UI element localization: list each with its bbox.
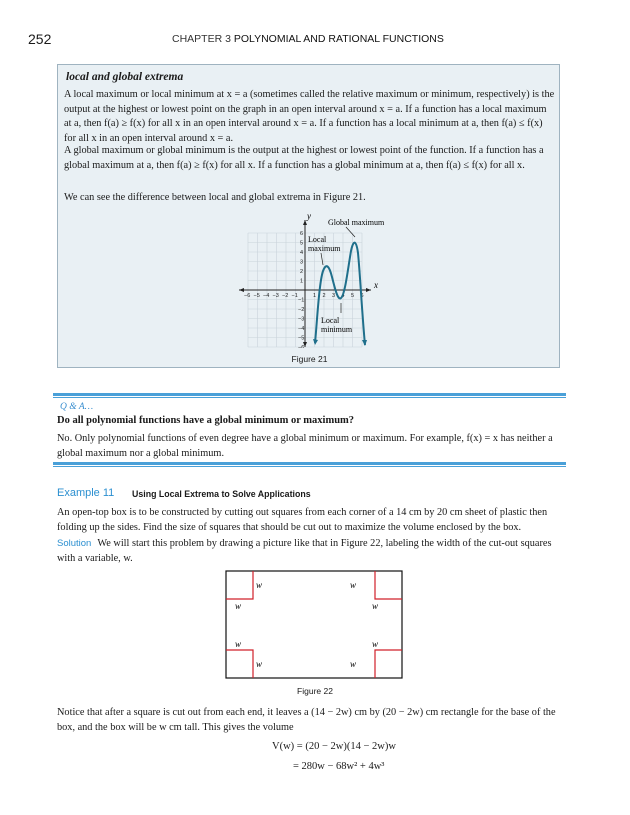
local-max-label-line1: Local — [308, 235, 327, 244]
x-axis-arrow-left — [239, 288, 244, 292]
w-label-br-side: w — [350, 659, 357, 669]
w-label-bl-side: w — [256, 659, 263, 669]
x-tick-label: −6 — [244, 293, 251, 299]
qa-answer: No. Only polynomial functions of even degree have a global minimum or maximum. For example, f(x) = x has neither a global maximum nor a global minimum. — [57, 433, 553, 459]
y-tick-label: −3 — [298, 316, 305, 323]
w-label-bl-top: w — [235, 639, 242, 649]
solution-paragraph — [57, 536, 567, 566]
figure-21-caption: Figure 21 — [291, 354, 328, 364]
definition-box — [57, 64, 560, 368]
x-tick-label: −5 — [253, 293, 260, 299]
definition-paragraph-1: A local maximum or local minimum at x = a (sometimes called the relative maximum or minimum, respectively) is the output at the highest or lowest point on the graph in an open interval around x = a. If a function has a local maximum at a, then f(a) ≥ f(x) for all x in an open interval around x = a. If a function has a local minimum at a, then f(a) ≤ f(x) for all x in an open interval around x = a. — [64, 89, 555, 144]
x-tick-label: 1 — [313, 293, 317, 299]
example-title: Example 11 — [57, 487, 115, 499]
y-tick-label: −5 — [298, 335, 305, 342]
figure-22-caption: Figure 22 — [297, 686, 333, 696]
page-header — [0, 0, 630, 50]
x-tick-label: 5 — [351, 293, 355, 299]
figure-21-graph — [231, 213, 391, 348]
local-min-label-line2: minimum — [321, 325, 353, 334]
y-axis-label: y — [307, 213, 311, 221]
example-text: An open-top box is to be constructed by cutting out squares from each corner of a 14 cm by 20 cm sheet of plastic then folding up the sides. Find the size of squares that should be cut out to maximize the volume enclosed by the box. — [57, 507, 548, 533]
qa-top-rule — [53, 393, 566, 396]
chapter-heading — [172, 33, 444, 45]
after-figure-text: Notice that after a square is cut out from each end, it leaves a (14 − 2w) cm by (20 − 2w) cm rectangle for the base of the box, and the box will be w cm tall. This gives the volume — [57, 707, 556, 733]
w-label-tr-bottom: w — [372, 601, 379, 611]
x-tick-label: −3 — [272, 293, 279, 299]
cut-bottom-right — [375, 650, 402, 678]
x-tick-label: −2 — [282, 293, 289, 299]
qa-label: Q & A… — [60, 402, 94, 412]
qa-bottom-rule — [53, 462, 566, 465]
curve-arrow-left — [313, 339, 318, 345]
y-tick-label: 5 — [300, 240, 304, 247]
y-tick-label: 4 — [300, 250, 304, 256]
global-max-pointer — [346, 227, 355, 237]
example-subtitle: Using Local Extrema to Solve Applications — [132, 489, 311, 499]
w-label-tl-side: w — [256, 580, 263, 590]
y-tick-label: 1 — [300, 278, 304, 285]
definition-paragraph-3: We can see the difference between local and global extrema in Figure 21. — [64, 192, 366, 203]
w-label-br-top: w — [372, 639, 379, 649]
volume-equation-line-1: V(w) = (20 − 2w)(14 − 2w)w — [272, 741, 396, 752]
y-tick-label: −6 — [298, 345, 305, 348]
x-axis-arrow-right — [366, 288, 371, 292]
global-max-label: Global maximum — [328, 218, 385, 227]
curve-arrow-right — [362, 340, 367, 346]
cut-bottom-left — [226, 650, 253, 678]
x-tick-label: −4 — [263, 293, 270, 299]
qa-bottom-rule-thin — [53, 466, 566, 467]
y-tick-label: −4 — [298, 326, 305, 332]
qa-question: Do all polynomial functions have a global minimum or maximum? — [57, 415, 355, 426]
x-tick-label: 3 — [332, 293, 336, 299]
y-tick-label: −2 — [298, 307, 305, 313]
definition-paragraph-2: A global maximum or global minimum is the output at the highest or lowest point of the function. If a function has a global maximum at a, then f(a) ≥ f(x) for all x. If a function has a global minimum at a, then f(a) ≤ f(x) for all x. — [64, 145, 544, 171]
local-min-label-line1: Local — [321, 316, 340, 325]
x-tick-label: 4 — [341, 293, 345, 299]
solution-label: Solution — [57, 538, 92, 549]
y-tick-label: 3 — [300, 259, 304, 266]
volume-equation-line-2: = 280w − 68w² + 4w³ — [293, 761, 385, 772]
qa-top-rule-thin — [53, 397, 566, 398]
local-max-pointer — [321, 253, 323, 265]
y-tick-label: −1 — [298, 297, 305, 304]
x-tick-label: −1 — [291, 293, 298, 299]
chapter-title: POLYNOMIAL AND RATIONAL FUNCTIONS — [233, 33, 444, 45]
w-label-tr-side: w — [350, 580, 357, 590]
page-number: 252 — [28, 31, 52, 47]
definition-heading: local and global extrema — [66, 71, 184, 83]
solution-text: We will start this problem by drawing a picture like that in Figure 22, labeling the width of the cut-out squares with a variable, w. — [57, 538, 552, 564]
y-tick-label: 6 — [300, 231, 304, 237]
x-tick-label: 6 — [360, 293, 364, 299]
w-label-tl-bottom: w — [235, 601, 242, 611]
x-tick-label: 2 — [322, 293, 326, 299]
cut-top-left — [226, 571, 253, 599]
x-axis-label: x — [374, 280, 378, 290]
figure-22-diagram — [223, 569, 407, 681]
cut-top-right — [375, 571, 402, 599]
chapter-number: CHAPTER 3 — [172, 33, 231, 45]
y-tick-label: 2 — [300, 269, 304, 275]
local-max-label-line2: maximum — [308, 244, 341, 253]
